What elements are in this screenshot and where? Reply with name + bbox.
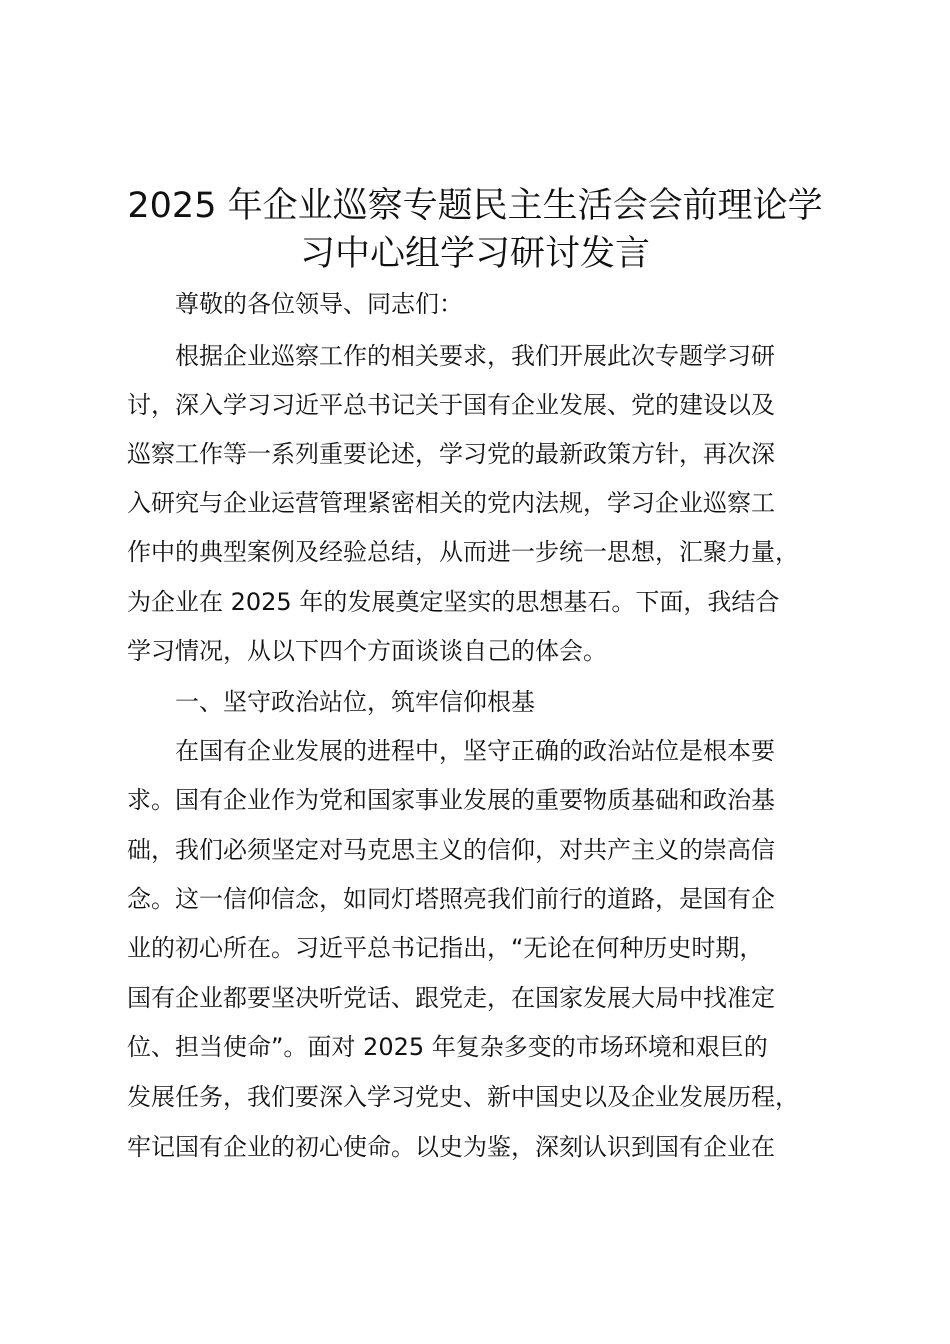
paragraph-line: 念。这一信仰信念，如同灯塔照亮我们前行的道路，是国有企	[127, 885, 775, 913]
paragraph-line: 牢记国有企业的初心使命。以史为鉴，深刻认识到国有企业在	[127, 1133, 775, 1161]
paragraph-line: 入研究与企业运营管理紧密相关的党内法规，学习企业巡察工	[127, 489, 775, 517]
paragraph-line: 根据企业巡察工作的相关要求，我们开展此次专题学习研	[127, 342, 775, 370]
paragraph-line: 发展任务，我们要深入学习党史、新中国史以及企业发展历程，	[127, 1083, 799, 1111]
document-title-line-1: 2025 年企业巡察专题民主生活会会前理论学	[127, 186, 823, 226]
paragraph-line: 讨，深入学习习近平总书记关于国有企业发展、党的建设以及	[127, 391, 775, 419]
paragraph-line: 位、担当使命”。面对 2025 年复杂多变的市场环境和艰巨的	[127, 1033, 768, 1061]
paragraph-line: 巡察工作等一系列重要论述，学习党的最新政策方针，再次深	[127, 440, 775, 468]
section-heading: 一、坚守政治站位，筑牢信仰根基	[127, 688, 535, 716]
paragraph-line: 业的初心所在。习近平总书记指出，“无论在何种历史时期，	[127, 934, 764, 962]
paragraph-line: 为企业在 2025 年的发展奠定坚实的思想基石。下面，我结合	[127, 588, 780, 616]
paragraph-line: 学习情况，从以下四个方面谈谈自己的体会。	[127, 637, 607, 665]
paragraph-line: 求。国有企业作为党和国家事业发展的重要物质基础和政治基	[127, 786, 775, 814]
paragraph-line: 础，我们必须坚定对马克思主义的信仰，对共产主义的崇高信	[127, 836, 775, 864]
paragraph-line: 国有企业都要坚决听党话、跟党走，在国家发展大局中找准定	[127, 984, 775, 1012]
paragraph-line: 作中的典型案例及经验总结，从而进一步统一思想，汇聚力量，	[127, 538, 799, 566]
paragraph-line: 在国有企业发展的进程中，坚守正确的政治站位是根本要	[127, 737, 775, 765]
salutation: 尊敬的各位领导、同志们：	[127, 290, 463, 318]
document-title-line-2: 习中心组学习研讨发言	[299, 234, 650, 274]
